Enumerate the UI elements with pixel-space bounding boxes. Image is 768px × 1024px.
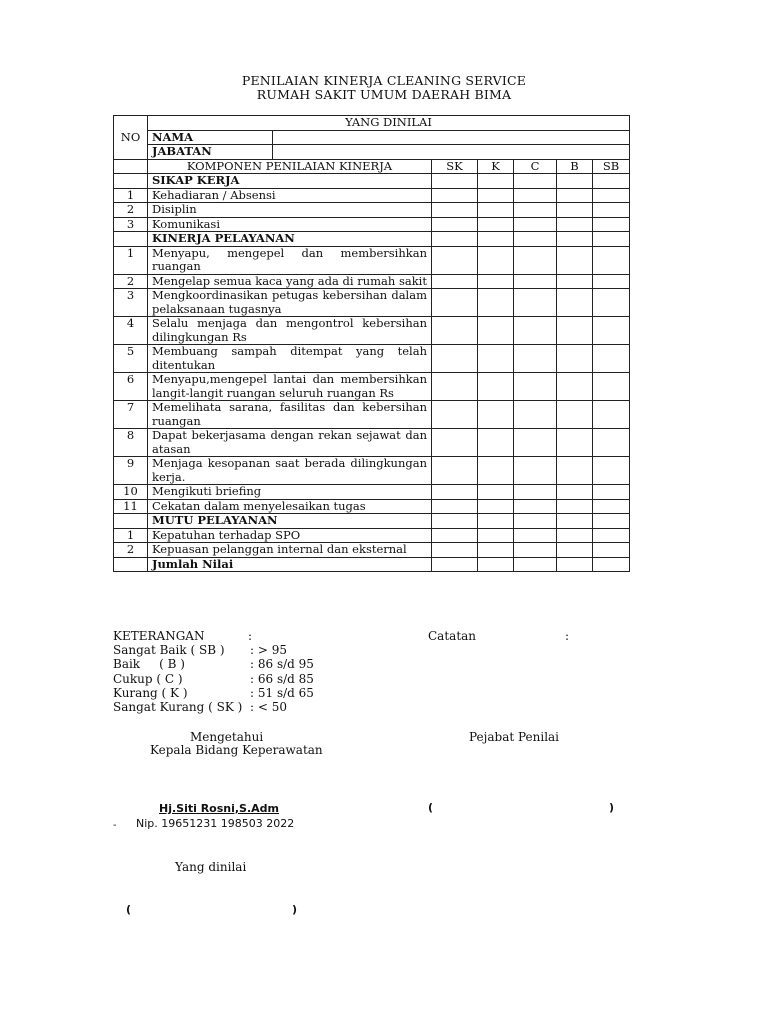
grade-cell-b[interactable]: [557, 485, 593, 500]
pejabat-open-paren: (: [428, 801, 434, 814]
criterion-number: 2: [114, 543, 148, 558]
grade-cell-sb[interactable]: [593, 289, 630, 317]
section-grade-blank: [593, 232, 630, 247]
criterion-row: [114, 188, 630, 203]
grade-cell-sb[interactable]: [593, 317, 630, 345]
grade-cell-c[interactable]: [514, 485, 557, 500]
section-row: [114, 514, 630, 529]
grade-cell-sb[interactable]: [593, 217, 630, 232]
grade-cell-k[interactable]: [478, 457, 514, 485]
komponen-header-row: [114, 159, 630, 174]
grade-cell-sb[interactable]: [593, 203, 630, 218]
grade-cell-c[interactable]: [514, 217, 557, 232]
grade-cell-k[interactable]: [478, 373, 514, 401]
keterangan-label: KETERANGAN: [113, 629, 205, 643]
section-grade-blank: [557, 232, 593, 247]
criterion-number: 2: [114, 274, 148, 289]
section-row: [114, 174, 630, 189]
grade-header-b: B: [557, 159, 593, 174]
criterion-number: 3: [114, 217, 148, 232]
mengetahui-label: Mengetahui: [190, 730, 264, 744]
legend-grade-range: : 86 s/d 95: [250, 657, 314, 672]
criterion-text: Mengelap semua kaca yang ada di rumah sakit: [148, 274, 432, 289]
kepala-bidang-label: Kepala Bidang Keperawatan: [150, 743, 323, 757]
section-grade-blank: [593, 174, 630, 189]
grade-cell-k[interactable]: [478, 317, 514, 345]
grade-header-k: K: [478, 159, 514, 174]
dash-mark: -: [113, 820, 117, 831]
grade-cell-sk[interactable]: [432, 217, 478, 232]
section-grade-blank: [432, 514, 478, 529]
criterion-number: 2: [114, 203, 148, 218]
grade-cell-sk[interactable]: [432, 401, 478, 429]
grade-cell-sk[interactable]: [432, 485, 478, 500]
signatory-name: Hj.Siti Rosni,S.Adm: [159, 802, 280, 815]
grade-cell-sb[interactable]: [593, 345, 630, 373]
grade-cell-k[interactable]: [478, 543, 514, 558]
komponen-header: KOMPONEN PENILAIAN KINERJA: [148, 159, 432, 174]
grade-cell-b[interactable]: [557, 401, 593, 429]
header-row: [114, 116, 630, 131]
criterion-row: [114, 401, 630, 429]
grade-cell-b[interactable]: [557, 246, 593, 274]
section-no-blank: [114, 232, 148, 247]
jumlah-grade-cell[interactable]: [478, 557, 514, 572]
grade-cell-k[interactable]: [478, 188, 514, 203]
jumlah-grade-cell[interactable]: [514, 557, 557, 572]
grade-cell-c[interactable]: [514, 499, 557, 514]
catatan-label: Catatan: [428, 629, 477, 643]
grade-cell-k[interactable]: [478, 246, 514, 274]
criterion-row: [114, 203, 630, 218]
jabatan-value[interactable]: [273, 145, 630, 160]
criterion-row: [114, 485, 630, 500]
criterion-number: 10: [114, 485, 148, 500]
legend-grade-label: Sangat Kurang ( SK ): [113, 700, 243, 715]
no-header: NO: [114, 116, 148, 160]
grade-cell-c[interactable]: [514, 528, 557, 543]
criterion-number: 11: [114, 499, 148, 514]
criterion-number: 1: [114, 528, 148, 543]
criterion-row: [114, 217, 630, 232]
grade-cell-sb[interactable]: [593, 457, 630, 485]
jumlah-label: Jumlah Nilai: [148, 557, 432, 572]
grade-cell-b[interactable]: [557, 317, 593, 345]
grade-cell-b[interactable]: [557, 528, 593, 543]
grade-cell-b[interactable]: [557, 499, 593, 514]
grade-cell-k[interactable]: [478, 345, 514, 373]
section-no-blank: [114, 174, 148, 189]
grade-cell-sb[interactable]: [593, 188, 630, 203]
grade-cell-k[interactable]: [478, 401, 514, 429]
grade-cell-sk[interactable]: [432, 203, 478, 218]
nama-row: [114, 130, 630, 145]
keterangan-colon: :: [248, 629, 253, 643]
catatan-colon: :: [565, 629, 570, 643]
section-row: [114, 232, 630, 247]
grade-cell-b[interactable]: [557, 543, 593, 558]
criterion-number: 1: [114, 188, 148, 203]
grade-cell-k[interactable]: [478, 274, 514, 289]
criterion-text: Mengkoordinasikan petugas kebersihan dalam pelaksanaan tugasnya: [148, 289, 432, 317]
grade-cell-sk[interactable]: [432, 317, 478, 345]
grade-cell-sb[interactable]: [593, 499, 630, 514]
assessment-table: [113, 115, 630, 572]
criterion-text: Selalu menjaga dan mengontrol kebersihan dilingkungan Rs: [148, 317, 432, 345]
grade-cell-sk[interactable]: [432, 499, 478, 514]
grade-cell-c[interactable]: [514, 274, 557, 289]
grade-cell-sb[interactable]: [593, 429, 630, 457]
grade-cell-b[interactable]: [557, 203, 593, 218]
nama-label: NAMA: [148, 130, 273, 145]
criterion-number: 6: [114, 373, 148, 401]
criterion-text: Kepatuhan terhadap SPO: [148, 528, 432, 543]
section-title: KINERJA PELAYANAN: [148, 232, 432, 247]
grade-cell-c[interactable]: [514, 188, 557, 203]
criterion-number: 3: [114, 289, 148, 317]
grade-header-sb: SB: [593, 159, 630, 174]
grade-cell-k[interactable]: [478, 429, 514, 457]
grade-cell-b[interactable]: [557, 188, 593, 203]
criterion-row: [114, 246, 630, 274]
legend-grade-range: : < 50: [250, 700, 287, 715]
criterion-text: Menyapu, mengepel dan membersihkan ruangan: [148, 246, 432, 274]
grade-cell-k[interactable]: [478, 203, 514, 218]
grade-cell-c[interactable]: [514, 203, 557, 218]
grade-cell-b[interactable]: [557, 373, 593, 401]
signatory-nip: Nip. 19651231 198503 2022: [136, 817, 295, 830]
section-no-blank: [114, 514, 148, 529]
legend-grade-label: Baik ( B ): [113, 657, 185, 672]
yang-dinilai-header: YANG DINILAI: [148, 116, 630, 131]
criterion-text: Menyapu,mengepel lantai dan membersihkan langit-langit ruangan seluruh ruangan Rs: [148, 373, 432, 401]
grade-cell-k[interactable]: [478, 289, 514, 317]
no-blank: [114, 159, 148, 174]
section-title: SIKAP KERJA: [148, 174, 432, 189]
grade-cell-c[interactable]: [514, 246, 557, 274]
jumlah-no-blank: [114, 557, 148, 572]
grade-cell-sb[interactable]: [593, 401, 630, 429]
grade-cell-sb[interactable]: [593, 528, 630, 543]
jabatan-row: [114, 145, 630, 160]
grade-cell-b[interactable]: [557, 457, 593, 485]
criterion-text: Dapat bekerjasama dengan rekan sejawat dan atasan: [148, 429, 432, 457]
criterion-text: Memelihata sarana, fasilitas dan kebersihan ruangan: [148, 401, 432, 429]
dinilai-open-paren: (: [126, 903, 132, 916]
section-title: MUTU PELAYANAN: [148, 514, 432, 529]
jumlah-grade-cell[interactable]: [432, 557, 478, 572]
jumlah-grade-cell[interactable]: [557, 557, 593, 572]
grade-cell-b[interactable]: [557, 429, 593, 457]
criterion-row: [114, 543, 630, 558]
section-grade-blank: [432, 174, 478, 189]
grade-cell-b[interactable]: [557, 345, 593, 373]
grade-cell-sk[interactable]: [432, 246, 478, 274]
section-grade-blank: [514, 174, 557, 189]
criterion-text: Cekatan dalam menyelesaikan tugas: [148, 499, 432, 514]
jumlah-row: [114, 557, 630, 572]
grade-cell-c[interactable]: [514, 317, 557, 345]
grade-cell-sb[interactable]: [593, 274, 630, 289]
criterion-row: [114, 429, 630, 457]
document-title: PENILAIAN KINERJA CLEANING SERVICE: [241, 73, 527, 88]
grade-cell-b[interactable]: [557, 289, 593, 317]
criterion-number: 8: [114, 429, 148, 457]
grade-cell-c[interactable]: [514, 457, 557, 485]
grade-cell-sk[interactable]: [432, 429, 478, 457]
grade-cell-sk[interactable]: [432, 457, 478, 485]
criterion-row: [114, 345, 630, 373]
grade-cell-sk[interactable]: [432, 373, 478, 401]
grade-cell-k[interactable]: [478, 217, 514, 232]
yang-dinilai-label: Yang dinilai: [175, 860, 247, 874]
section-grade-blank: [557, 174, 593, 189]
grade-header-c: C: [514, 159, 557, 174]
legend-grade-label: Sangat Baik ( SB ): [113, 643, 225, 657]
jumlah-grade-cell[interactable]: [593, 557, 630, 572]
criterion-number: 1: [114, 246, 148, 274]
grade-cell-c[interactable]: [514, 345, 557, 373]
grade-cell-k[interactable]: [478, 499, 514, 514]
criterion-text: Menjaga kesopanan saat berada dilingkungan kerja.: [148, 457, 432, 485]
criterion-number: 4: [114, 317, 148, 345]
grade-cell-sb[interactable]: [593, 543, 630, 558]
grade-cell-sb[interactable]: [593, 485, 630, 500]
criterion-row: [114, 457, 630, 485]
grade-cell-k[interactable]: [478, 528, 514, 543]
section-grade-blank: [478, 174, 514, 189]
section-grade-blank: [514, 232, 557, 247]
grade-cell-c[interactable]: [514, 429, 557, 457]
grade-cell-b[interactable]: [557, 217, 593, 232]
criterion-text: Mengikuti briefing: [148, 485, 432, 500]
grade-cell-b[interactable]: [557, 274, 593, 289]
section-grade-blank: [478, 232, 514, 247]
section-grade-blank: [557, 514, 593, 529]
grade-cell-c[interactable]: [514, 401, 557, 429]
grade-cell-sb[interactable]: [593, 373, 630, 401]
legend-grade-range: : 51 s/d 65: [250, 685, 314, 700]
pejabat-close-paren: ): [609, 801, 615, 814]
dinilai-close-paren: ): [292, 903, 298, 916]
grade-header-sk: SK: [432, 159, 478, 174]
section-grade-blank: [593, 514, 630, 529]
section-grade-blank: [478, 514, 514, 529]
legend-grade-label: Kurang ( K ): [113, 685, 188, 700]
grade-cell-sk[interactable]: [432, 543, 478, 558]
criterion-number: 7: [114, 401, 148, 429]
legend-grade-label: Cukup ( C ): [113, 671, 183, 686]
section-grade-blank: [432, 232, 478, 247]
criterion-row: [114, 499, 630, 514]
grade-cell-sk[interactable]: [432, 274, 478, 289]
criterion-number: 9: [114, 457, 148, 485]
legend-grade-range: : 66 s/d 85: [250, 671, 314, 686]
pejabat-penilai-label: Pejabat Penilai: [469, 730, 560, 744]
criterion-row: [114, 289, 630, 317]
grade-cell-k[interactable]: [478, 485, 514, 500]
criterion-number: 5: [114, 345, 148, 373]
legend-grade-range: : > 95: [250, 643, 287, 657]
document-subtitle: RUMAH SAKIT UMUM DAERAH BIMA: [256, 87, 512, 102]
grade-cell-c[interactable]: [514, 289, 557, 317]
criterion-text: Kepuasan pelanggan internal dan eksternal: [148, 543, 432, 558]
grade-cell-c[interactable]: [514, 543, 557, 558]
grade-cell-sk[interactable]: [432, 345, 478, 373]
criterion-text: Komunikasi: [148, 217, 432, 232]
grade-cell-sb[interactable]: [593, 246, 630, 274]
criterion-row: [114, 528, 630, 543]
jabatan-label: JABATAN: [148, 145, 273, 160]
section-grade-blank: [514, 514, 557, 529]
criterion-text: Disiplin: [148, 203, 432, 218]
grade-cell-sk[interactable]: [432, 528, 478, 543]
criterion-row: [114, 317, 630, 345]
grade-cell-c[interactable]: [514, 373, 557, 401]
nama-value[interactable]: [273, 130, 630, 145]
criterion-text: Kehadiaran / Absensi: [148, 188, 432, 203]
criterion-row: [114, 274, 630, 289]
criterion-row: [114, 373, 630, 401]
grade-cell-sk[interactable]: [432, 188, 478, 203]
criterion-text: Membuang sampah ditempat yang telah ditentukan: [148, 345, 432, 373]
grade-cell-sk[interactable]: [432, 289, 478, 317]
